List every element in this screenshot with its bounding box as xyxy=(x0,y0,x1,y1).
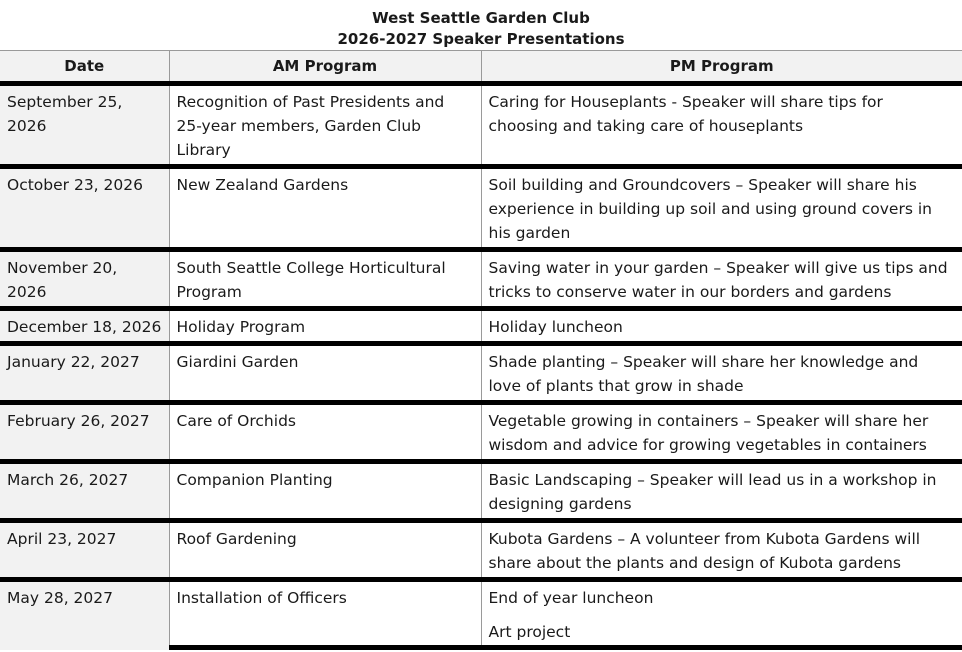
am-program-cell: Installation of Officers xyxy=(169,580,481,651)
am-program-cell: South Seattle College Horticultural Program xyxy=(169,250,481,309)
table-header-row xyxy=(0,51,962,84)
am-program-cell: Recognition of Past Presidents and 25-year members, Garden Club Library xyxy=(169,84,481,167)
table-row xyxy=(0,344,962,403)
pm-program-cell: Saving water in your garden – Speaker will give us tips and tricks to conserve water in our borders and gardens xyxy=(481,250,962,309)
document-title xyxy=(0,8,962,50)
table-row xyxy=(0,250,962,309)
table-row xyxy=(0,309,962,344)
date-cell: March 26, 2027 xyxy=(0,462,169,521)
title-line-presentations: 2026-2027 Speaker Presentations xyxy=(337,30,625,48)
am-program-cell: Care of Orchids xyxy=(169,403,481,462)
date-cell: December 18, 2026 xyxy=(0,309,169,344)
am-program-cell: Holiday Program xyxy=(169,309,481,344)
table-row xyxy=(0,403,962,462)
pm-program-cell: Caring for Houseplants - Speaker will share tips for choosing and taking care of houseplants xyxy=(481,84,962,167)
am-program-cell: New Zealand Gardens xyxy=(169,167,481,250)
table-row xyxy=(0,462,962,521)
date-cell: February 26, 2027 xyxy=(0,403,169,462)
pm-program-cell: Vegetable growing in containers – Speaker will share her wisdom and advice for growing vegetables in containers xyxy=(481,403,962,462)
pm-program-cell: Shade planting – Speaker will share her knowledge and love of plants that grow in shade xyxy=(481,344,962,403)
pm-program-cell xyxy=(481,580,962,651)
table-row xyxy=(0,521,962,580)
pm-program-cell: Basic Landscaping – Speaker will lead us in a workshop in designing gardens xyxy=(481,462,962,521)
date-cell: October 23, 2026 xyxy=(0,167,169,250)
header-am-program: AM Program xyxy=(169,51,481,84)
pm-program-cell: Holiday luncheon xyxy=(481,309,962,344)
speaker-schedule-table xyxy=(0,50,962,650)
am-program-cell: Giardini Garden xyxy=(169,344,481,403)
table-row xyxy=(0,580,962,651)
table-bottom-rule xyxy=(169,645,962,650)
pm-program-cell: Soil building and Groundcovers – Speaker will share his experience in building up soil and using ground covers in his garden xyxy=(481,167,962,250)
pm-program-cell: Kubota Gardens – A volunteer from Kubota Gardens will share about the plants and design of Kubota gardens xyxy=(481,521,962,580)
pm-program-extra-line: Art project xyxy=(488,623,571,641)
am-program-cell: Companion Planting xyxy=(169,462,481,521)
table-row xyxy=(0,84,962,167)
table-row xyxy=(0,167,962,250)
date-cell: January 22, 2027 xyxy=(0,344,169,403)
date-cell: April 23, 2027 xyxy=(0,521,169,580)
header-pm-program: PM Program xyxy=(481,51,962,84)
pm-program-line: End of year luncheon xyxy=(488,589,654,607)
title-line-club: West Seattle Garden Club xyxy=(372,9,590,27)
date-cell: May 28, 2027 xyxy=(0,580,169,651)
am-program-cell: Roof Gardening xyxy=(169,521,481,580)
date-cell: September 25, 2026 xyxy=(0,84,169,167)
header-date: Date xyxy=(0,51,169,84)
date-cell: November 20, 2026 xyxy=(0,250,169,309)
